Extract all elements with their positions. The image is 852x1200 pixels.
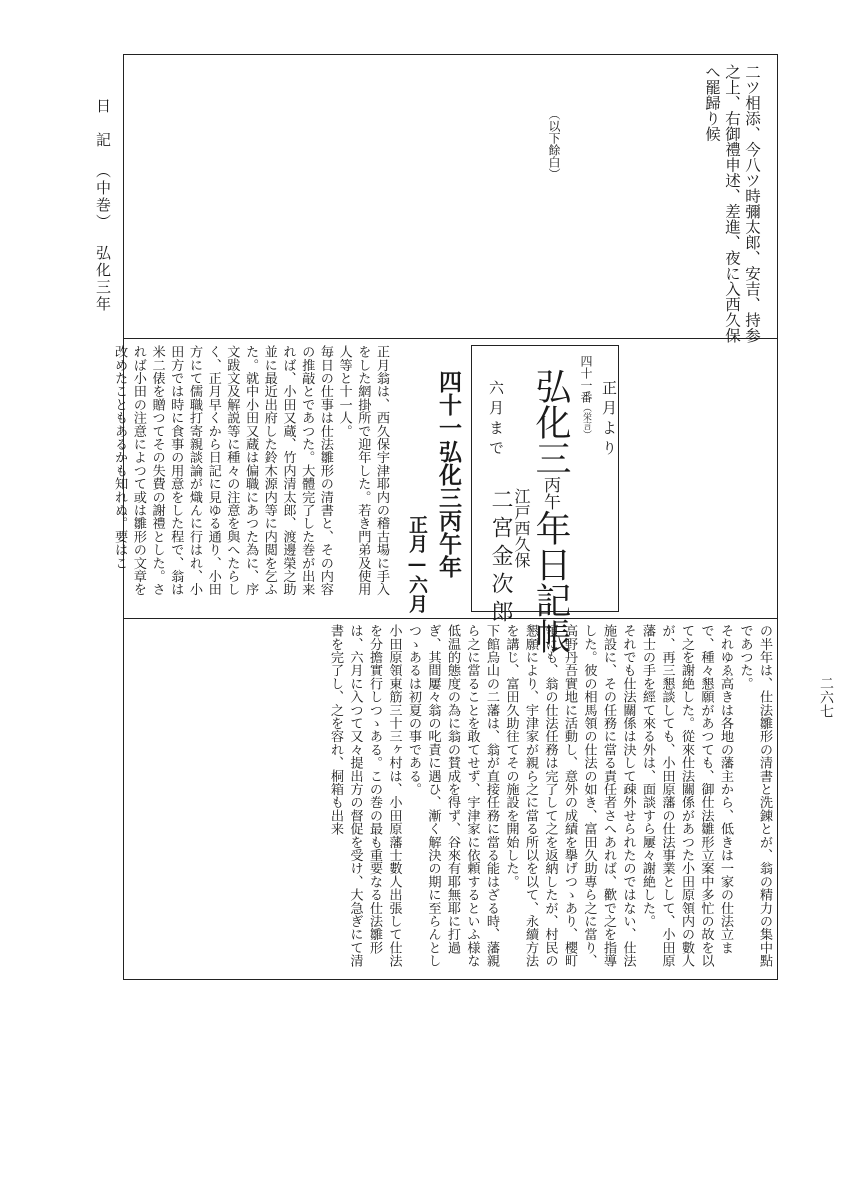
main-title-kanshi: 丙午 — [540, 476, 560, 510]
main-title-era-year: 弘化三 — [530, 368, 571, 476]
intro-paragraph-1: 正月翁は、西久保宇津耶内の稽古場に手入をした網掛所で迎年した。若き門弟及使用人等と十一人。 — [336, 345, 389, 596]
page-number: 二六七 — [818, 676, 834, 718]
top-text-block — [702, 64, 762, 343]
top-line-2: 之上、右御禮申述、差進、夜に入西久保 — [723, 64, 741, 343]
author-location: 江戸西久保 — [512, 488, 531, 568]
volume-number-label — [578, 355, 595, 439]
bottom-commentary — [128, 624, 774, 976]
bottom-paragraph-3: それでも仕法關係は決して疎外せられたのではない、仕法施設に、その任務に當る責任者さへあれば、歡で之を指導した。彼の相馬領の仕法の如き、富田久助專ら之に當り、高野丹吾實地に活動し、意外の成績を擧げつゝあり、櫻町領にも、翁の仕法任務は完了して之を返納したが、村民の懇願により、宇津家が親ら之に當る所以を以て、永續方法を講じ、富田久助往てその施設を開始した。 — [503, 624, 636, 968]
intro-commentary — [112, 345, 390, 607]
main-title — [530, 368, 570, 654]
to-month: 六月まで — [487, 380, 505, 460]
divider-top — [123, 338, 778, 339]
section-number: 四十一 — [435, 370, 462, 439]
bottom-paragraph-5: 小田原領東筋三十三ヶ村は、小田原藩士數人出張して仕法を分擔實行しつゝある。この巻の最も重要なる仕法雛形は、六月に入つて又々提出方の督促を受け、大急ぎにて清書を完了し、之を容れ、桐箱も出来 — [328, 624, 402, 968]
bottom-paragraph-2: それゆゑ高きは各地の藩主から、低きは一家の仕法立まで、種々懇願があつても、御仕法雛形立案中多忙の故を以て之を謝絶した。從來仕法關係があつた小田原領内の數人が、再三懇談しても、小田原藩の仕法事業として、小田原藩士の手を經て來る外は、面談すら屢々謝絶した。 — [640, 624, 733, 968]
divider-bottom — [123, 618, 778, 619]
volume-number: 四十一番 — [579, 355, 593, 403]
running-header-year: 弘化三年 — [94, 245, 112, 313]
volume-number-note: （栄言） — [581, 403, 591, 439]
remainder-blank-note: （以下餘白） — [547, 108, 561, 180]
intro-paragraph-2: 毎日の仕事は仕法雛形の清書と、その内容の推敲とであつた。大體完了した巻が出来れば、小田又蔵、竹内清太郎、渡邊榮之助並に最近出府した鈴木源内等に内閲を乞ふた。就中小田又蔵は偏職にあつた為に、序文跋文及解説等に種々の注意を與へたらしく、正月早くから日記に見ゆる通り、小田方にて儒職打寄親談論が熾んに行はれ、小田方では時に食事の用意をした程で、翁は米二俵を贈つてその失費の謝禮とした。されば小田の注意によつて或は雛形の文章を改めたこともあるかも知れぬ。要はこ — [112, 345, 333, 596]
author-name: 二宮金次郎 — [488, 488, 513, 628]
top-line-3: へ罷歸り候 — [703, 64, 721, 142]
section-title: 弘化三丙午年 — [435, 440, 462, 578]
running-header — [93, 98, 114, 313]
from-month: 正月より — [600, 380, 618, 460]
section-months: 正月—六月 — [406, 515, 428, 613]
bottom-paragraph-4: 下館烏山の二藩は、翁が直接任務に當る能はざる時、藩親ら之に當ることを敢てせず、宇津家に依頼するといふ様な低温的態度の為に翁の賛成を得ず、谷來有耶無耶に打過ぎ、其間屢々翁の叱責に遇ひ、漸く解決の期に至らんとしつゝあるは初夏の事である。 — [406, 624, 499, 968]
top-line-1: 二ツ相添、今八ツ時彌太郎、安吉、持参 — [743, 64, 761, 343]
main-title-rest: 年日記帳 — [530, 510, 571, 654]
running-header-volume: （中巻） — [94, 163, 112, 231]
bottom-paragraph-1: の半年は、仕法雛形の清書と洗錬とが、翁の精力の集中點であつた。 — [737, 624, 772, 968]
running-header-diary: 日 記 — [94, 98, 112, 149]
